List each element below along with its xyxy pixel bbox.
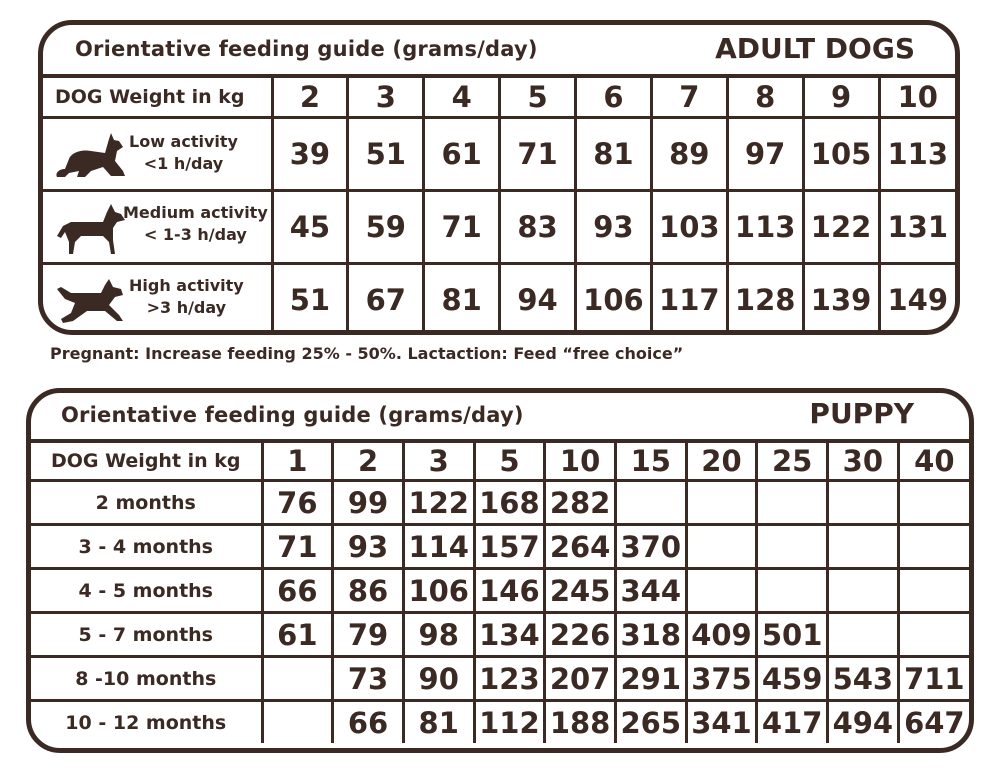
puppy-grams-cell: 226 — [545, 613, 616, 657]
puppy-weight-header: 15 — [615, 443, 686, 481]
adult-row-high-activity — [43, 264, 955, 336]
adult-feeding-table — [43, 78, 955, 335]
puppy-grams-cell: 543 — [828, 657, 899, 701]
adult-grams-cell: 122 — [803, 191, 879, 264]
puppy-weight-header: 20 — [686, 443, 757, 481]
adult-grams-cell: 113 — [879, 118, 955, 191]
puppy-grams-cell — [686, 481, 757, 525]
adult-weight-header: 5 — [500, 78, 576, 118]
puppy-grams-cell: 459 — [757, 657, 828, 701]
puppy-grams-cell: 291 — [615, 657, 686, 701]
puppy-grams-cell: 370 — [615, 525, 686, 569]
puppy-grams-cell: 71 — [262, 525, 333, 569]
puppy-grams-cell — [828, 569, 899, 613]
puppy-age-row — [31, 569, 969, 613]
puppy-weight-header: 3 — [403, 443, 474, 481]
adult-grams-cell: 105 — [803, 118, 879, 191]
puppy-age-label: 3 - 4 months — [31, 525, 262, 569]
activity-cell — [43, 118, 272, 191]
puppy-grams-cell — [757, 481, 828, 525]
adult-grams-cell: 94 — [500, 264, 576, 336]
puppy-title-row — [31, 393, 969, 443]
activity-duration: < 1-3 h/day — [143, 225, 247, 244]
puppy-weight-header: 5 — [474, 443, 545, 481]
puppy-age-label: 2 months — [31, 481, 262, 525]
puppy-grams-cell: 146 — [474, 569, 545, 613]
puppy-grams-cell: 711 — [898, 657, 969, 701]
activity-duration: <1 h/day — [143, 154, 224, 173]
puppy-grams-cell: 86 — [333, 569, 404, 613]
puppy-age-row — [31, 613, 969, 657]
puppy-grams-cell — [898, 613, 969, 657]
adult-weight-header: 4 — [424, 78, 500, 118]
adult-weight-header: 7 — [651, 78, 727, 118]
puppy-badge: PUPPY — [809, 397, 914, 430]
puppy-weight-header: 25 — [757, 443, 828, 481]
adult-badge: ADULT DOGS — [715, 32, 915, 65]
adult-grams-cell: 128 — [727, 264, 803, 336]
puppy-age-label: 10 - 12 months — [31, 701, 262, 744]
puppy-grams-cell: 245 — [545, 569, 616, 613]
puppy-weight-label: DOG Weight in kg — [31, 443, 262, 481]
puppy-grams-cell — [262, 701, 333, 744]
adult-grams-cell: 149 — [879, 264, 955, 336]
activity-label: Medium activity — [123, 203, 268, 222]
puppy-grams-cell — [757, 569, 828, 613]
adult-grams-cell: 61 — [424, 118, 500, 191]
puppy-grams-cell: 122 — [403, 481, 474, 525]
adult-grams-cell: 103 — [651, 191, 727, 264]
puppy-grams-cell: 265 — [615, 701, 686, 744]
puppy-grams-cell: 494 — [828, 701, 899, 744]
adult-grams-cell: 83 — [500, 191, 576, 264]
puppy-grams-cell: 501 — [757, 613, 828, 657]
puppy-grams-cell — [898, 525, 969, 569]
adult-grams-cell: 89 — [651, 118, 727, 191]
puppy-weight-header: 30 — [828, 443, 899, 481]
puppy-grams-cell — [615, 481, 686, 525]
puppy-grams-cell: 157 — [474, 525, 545, 569]
adult-weight-header: 10 — [879, 78, 955, 118]
puppy-grams-cell: 79 — [333, 613, 404, 657]
adult-grams-cell: 45 — [272, 191, 348, 264]
puppy-grams-cell — [262, 657, 333, 701]
puppy-grams-cell: 98 — [403, 613, 474, 657]
puppy-age-row — [31, 657, 969, 701]
adult-row-low-activity — [43, 118, 955, 191]
puppy-grams-cell: 90 — [403, 657, 474, 701]
puppy-grams-cell: 93 — [333, 525, 404, 569]
puppy-table-body — [31, 443, 969, 743]
adult-grams-cell: 71 — [424, 191, 500, 264]
adult-grams-cell: 139 — [803, 264, 879, 336]
puppy-grams-cell — [686, 525, 757, 569]
puppy-grams-cell: 81 — [403, 701, 474, 744]
adult-grams-cell: 113 — [727, 191, 803, 264]
activity-cell — [43, 191, 272, 264]
standing-dog-icon — [51, 202, 129, 258]
puppy-grams-cell: 73 — [333, 657, 404, 701]
puppy-grams-cell: 375 — [686, 657, 757, 701]
adult-row-medium-activity — [43, 191, 955, 264]
puppy-grams-cell: 188 — [545, 701, 616, 744]
running-dog-icon — [51, 275, 129, 327]
adult-title-row — [43, 25, 955, 78]
puppy-grams-cell: 264 — [545, 525, 616, 569]
puppy-grams-cell — [757, 525, 828, 569]
puppy-grams-cell: 417 — [757, 701, 828, 744]
adult-weight-header: 6 — [576, 78, 652, 118]
puppy-age-label: 5 - 7 months — [31, 613, 262, 657]
puppy-grams-cell: 647 — [898, 701, 969, 744]
puppy-grams-cell: 123 — [474, 657, 545, 701]
puppy-grams-cell: 168 — [474, 481, 545, 525]
puppy-grams-cell: 106 — [403, 569, 474, 613]
lying-dog-icon — [51, 129, 129, 181]
puppy-age-label: 4 - 5 months — [31, 569, 262, 613]
adult-grams-cell: 81 — [576, 118, 652, 191]
puppy-age-label: 8 -10 months — [31, 657, 262, 701]
activity-cell — [43, 264, 272, 336]
adult-grams-cell: 131 — [879, 191, 955, 264]
adult-weight-header: 3 — [348, 78, 424, 118]
adult-grams-cell: 59 — [348, 191, 424, 264]
puppy-grams-cell: 61 — [262, 613, 333, 657]
puppy-grams-cell — [828, 525, 899, 569]
puppy-weight-header: 1 — [262, 443, 333, 481]
puppy-grams-cell: 282 — [545, 481, 616, 525]
adult-feeding-panel — [38, 20, 960, 335]
puppy-weight-header: 2 — [333, 443, 404, 481]
adult-weight-header: 8 — [727, 78, 803, 118]
activity-label: Low activity — [129, 132, 238, 151]
adult-grams-cell: 51 — [348, 118, 424, 191]
puppy-grams-cell: 66 — [333, 701, 404, 744]
puppy-grams-cell: 207 — [545, 657, 616, 701]
adult-header-row — [43, 78, 955, 118]
adult-grams-cell: 93 — [576, 191, 652, 264]
adult-grams-cell: 106 — [576, 264, 652, 336]
adult-weight-label: DOG Weight in kg — [43, 78, 272, 118]
puppy-title: Orientative feeding guide (grams/day) — [61, 403, 524, 427]
adult-grams-cell: 97 — [727, 118, 803, 191]
puppy-grams-cell — [686, 569, 757, 613]
adult-weight-header: 9 — [803, 78, 879, 118]
puppy-grams-cell — [898, 481, 969, 525]
puppy-age-row — [31, 481, 969, 525]
activity-label: High activity — [129, 276, 244, 295]
pregnancy-note: Pregnant: Increase feeding 25% - 50%. Lactaction: Feed “free choice” — [50, 344, 684, 363]
puppy-feeding-table — [31, 443, 969, 743]
puppy-grams-cell: 134 — [474, 613, 545, 657]
adult-title: Orientative feeding guide (grams/day) — [75, 37, 538, 61]
puppy-weight-header: 40 — [898, 443, 969, 481]
puppy-feeding-panel — [26, 388, 974, 753]
adult-grams-cell: 81 — [424, 264, 500, 336]
puppy-grams-cell: 76 — [262, 481, 333, 525]
puppy-grams-cell: 344 — [615, 569, 686, 613]
adult-grams-cell: 51 — [272, 264, 348, 336]
puppy-grams-cell — [898, 569, 969, 613]
adult-grams-cell: 67 — [348, 264, 424, 336]
puppy-grams-cell: 341 — [686, 701, 757, 744]
adult-grams-cell: 39 — [272, 118, 348, 191]
puppy-age-row — [31, 701, 969, 744]
puppy-grams-cell: 318 — [615, 613, 686, 657]
puppy-grams-cell — [828, 481, 899, 525]
puppy-age-row — [31, 525, 969, 569]
adult-weight-header: 2 — [272, 78, 348, 118]
puppy-grams-cell: 99 — [333, 481, 404, 525]
puppy-grams-cell: 114 — [403, 525, 474, 569]
puppy-grams-cell: 409 — [686, 613, 757, 657]
puppy-grams-cell: 112 — [474, 701, 545, 744]
adult-grams-cell: 71 — [500, 118, 576, 191]
adult-grams-cell: 117 — [651, 264, 727, 336]
puppy-header-row — [31, 443, 969, 481]
puppy-grams-cell — [828, 613, 899, 657]
puppy-weight-header: 10 — [545, 443, 616, 481]
puppy-grams-cell: 66 — [262, 569, 333, 613]
activity-duration: >3 h/day — [146, 298, 227, 317]
